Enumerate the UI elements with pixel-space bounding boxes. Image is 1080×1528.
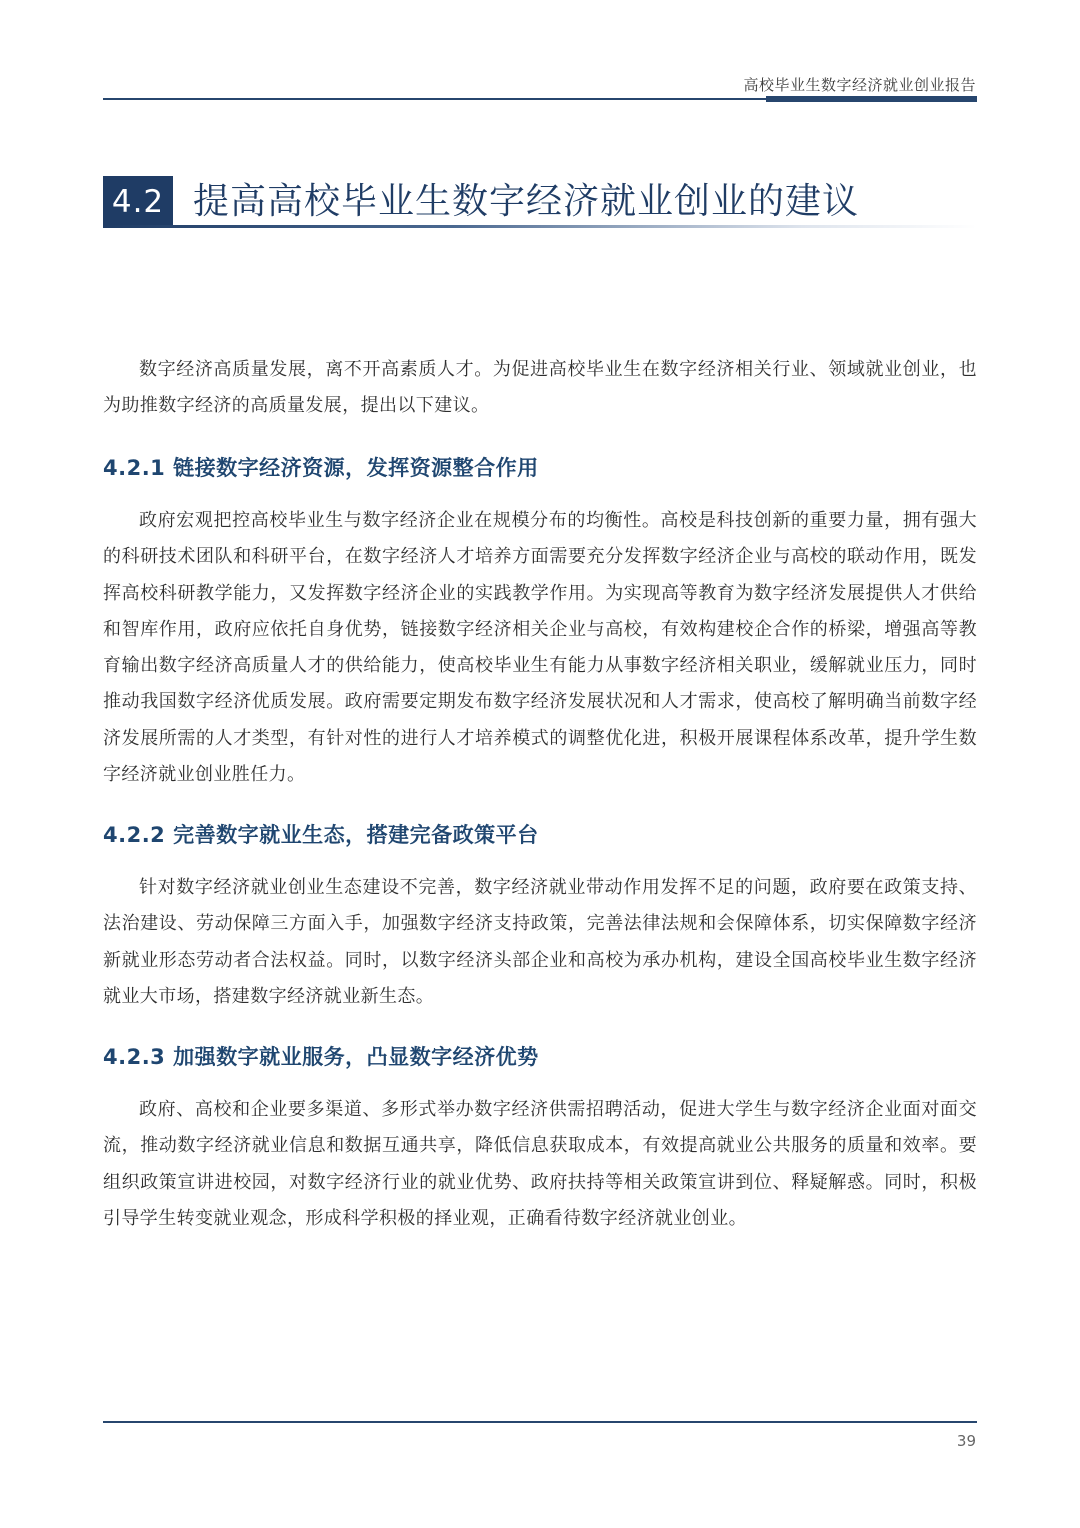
running-header-title: 高校毕业生数字经济就业创业报告 <box>743 76 976 94</box>
subsection-body-4-2-2: 针对数字经济就业创业生态建设不完善，数字经济就业带动作用发挥不足的问题，政府要在政策支持、法治建设、劳动保障三方面入手，加强数字经济支持政策，完善法律法规和会保障体系，切实保障数字经济新就业形态劳动者合法权益。同时，以数字经济头部企业和高校为承办机构，建设全国高校毕业生数字经济就业大市场，搭建数字经济就业新生态。 <box>103 877 977 1007</box>
section-number-badge: 4.2 <box>103 176 173 228</box>
section-title: 提高高校毕业生数字经济就业创业的建议 <box>193 181 860 222</box>
subsection-body-4-2-3: 政府、高校和企业要多渠道、多形式举办数字经济供需招聘活动，促进大学生与数字经济企业面对面交流，推动数字经济就业信息和数据互通共享，降低信息获取成本，有效提高就业公共服务的质量和效率。要组织政策宣讲进校园，对数字经济行业的就业优势、政府扶持等相关政策宣讲到位、释疑解惑。同时，积极引导学生转变就业观念，形成科学积极的择业观，正确看待数字经济就业创业。 <box>103 1099 977 1229</box>
intro-paragraph: 数字经济高质量发展，离不开高素质人才。为促进高校毕业生在数字经济相关行业、领域就业创业，也为助推数字经济的高质量发展，提出以下建议。 <box>103 359 977 417</box>
section-heading <box>103 176 977 228</box>
header-rule-accent <box>766 96 977 102</box>
footer-rule <box>103 1421 977 1423</box>
subsection-body-4-2-1: 政府宏观把控高校毕业生与数字经济企业在规模分布的均衡性。高校是科技创新的重要力量，拥有强大的科研技术团队和科研平台，在数字经济人才培养方面需要充分发挥数字经济企业与高校的联动作用，既发挥高校科研教学能力，又发挥数字经济企业的实践教学作用。为实现高等教育为数字经济发展提供人才供给和智库作用，政府应依托自身优势，链接数字经济相关企业与高校，有效构建校企合作的桥梁，增强高等教育输出数字经济高质量人才的供给能力，使高校毕业生有能力从事数字经济相关职业，缓解就业压力，同时推动我国数字经济优质发展。政府需要定期发布数字经济发展状况和人才需求，使高校了解明确当前数字经济发展所需的人才类型，有针对性的进行人才培养模式的调整优化进，积极开展课程体系改革，提升学生数字经济就业创业胜任力。 <box>103 510 977 786</box>
subsection-heading-4-2-1: 4.2.1 链接数字经济资源，发挥资源整合作用 <box>103 456 539 480</box>
subsection-heading-4-2-2: 4.2.2 完善数字就业生态，搭建完备政策平台 <box>103 823 539 847</box>
page-number: 39 <box>956 1432 976 1450</box>
subsection-heading-4-2-3: 4.2.3 加强数字就业服务，凸显数字经济优势 <box>103 1045 539 1069</box>
section-underline <box>103 225 977 228</box>
